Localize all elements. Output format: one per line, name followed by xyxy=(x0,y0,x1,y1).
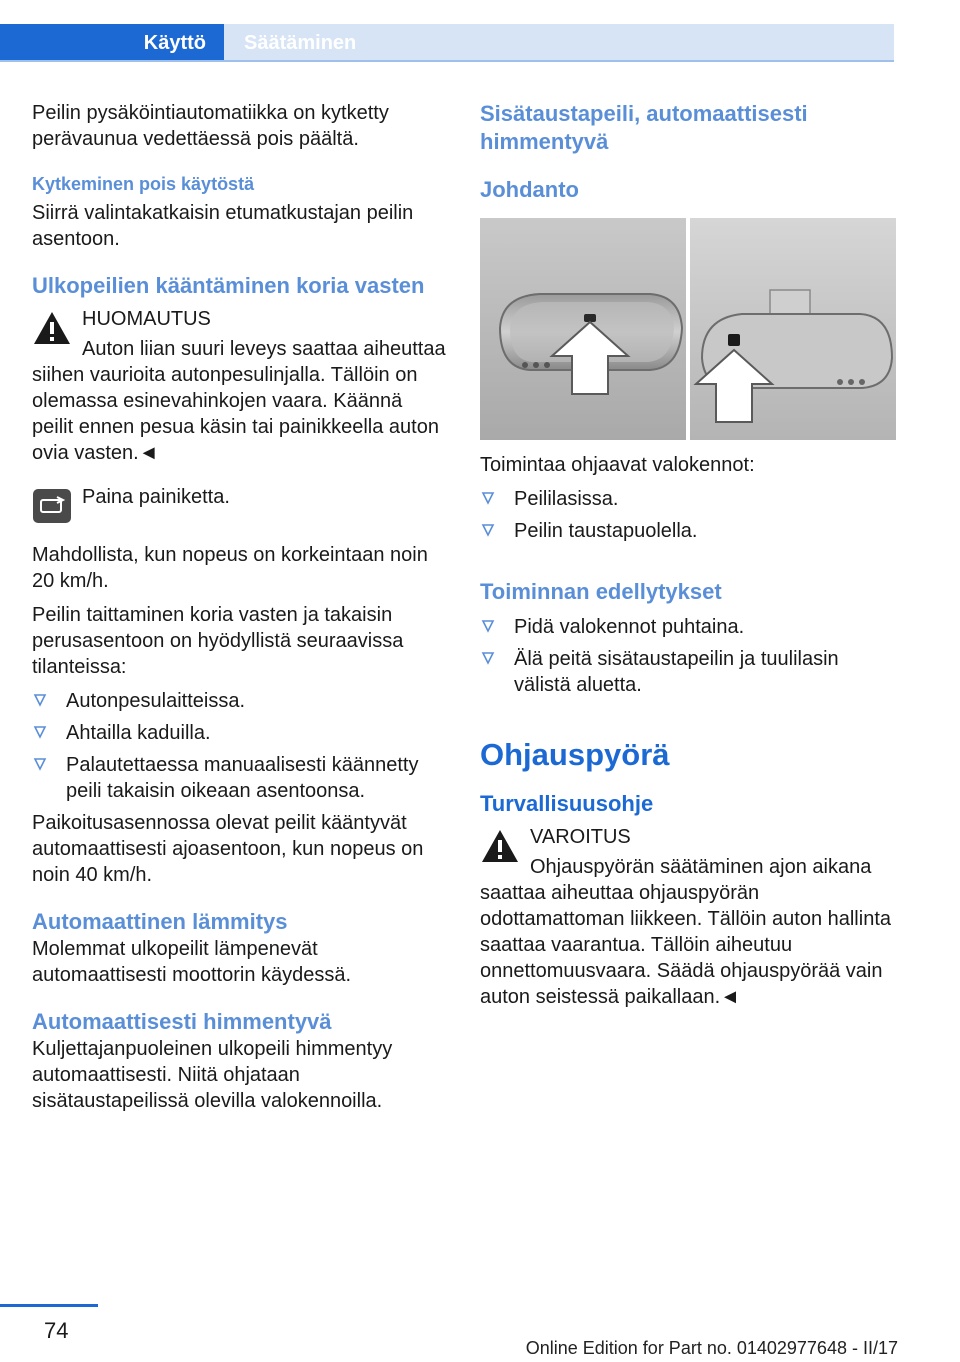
mirror-fold-button-icon xyxy=(32,488,72,524)
heating-paragraph: Molemmat ulkopeilit lämpenevät automaattisesti moottorin käydessä. xyxy=(32,938,352,986)
tab-kaytto[interactable]: Käyttö xyxy=(0,24,224,62)
list-item-text: Peililasissa. xyxy=(514,488,619,510)
header-bar xyxy=(0,0,960,64)
heading-requirements: Toiminnan edellytykset xyxy=(480,579,722,604)
notice-text: Auton liian suuri leveys saattaa aiheuttaa siihen vaurioita autonpesulinjalla. Tällöin on olemassa esinevahinkojen vaara. Käännä peilit ennen pesua käsin tai painikkeella auton ovia vasten.◄ xyxy=(32,338,446,464)
list-item-text: Autonpesulaitteissa. xyxy=(66,690,246,712)
heading-turn-off: Kytkeminen pois käytöstä xyxy=(32,174,255,194)
possible-paragraph: Mahdollista, kun nopeus on korkeintaan noin 20 km/h. xyxy=(32,544,428,592)
heading-fold-mirrors: Ulkopeilien kääntäminen koria vasten xyxy=(32,273,425,298)
warning-triangle-icon xyxy=(32,310,72,346)
list-item xyxy=(480,518,896,544)
warning-triangle-icon xyxy=(480,828,520,864)
requirements-list xyxy=(480,614,896,698)
heading-steering-wheel: Ohjauspyörä xyxy=(480,737,670,772)
list-item-text: Pidä valokennot puhtaina. xyxy=(514,616,745,638)
triangle-bullet-icon xyxy=(480,490,496,506)
dimming-paragraph: Kuljettajanpuoleinen ulkopeili himmentyy automaattisesti. Niitä ohjataan sisätaustapeilissä olevilla valokennoilla. xyxy=(32,1038,393,1112)
notice-block xyxy=(32,306,448,332)
heading-safety: Turvallisuusohje xyxy=(480,791,654,816)
list-item xyxy=(32,688,448,714)
triangle-bullet-icon xyxy=(480,618,496,634)
warning-label: VAROITUS xyxy=(530,826,631,848)
triangle-bullet-icon xyxy=(32,756,48,772)
tab-saataminen[interactable]: Säätäminen xyxy=(224,24,894,62)
useful-paragraph: Peilin taittaminen koria vasten ja takaisin perusasentoon on hyödyllistä seuraavissa tilanteissa: xyxy=(32,604,404,678)
edition-footer: Online Edition for Part no. 01402977648 - II/17 xyxy=(525,1338,898,1358)
triangle-bullet-icon xyxy=(32,724,48,740)
footer-divider xyxy=(0,1304,98,1307)
light-sensors-label: Toimintaa ohjaavat valokennot: xyxy=(480,454,755,476)
button-instruction xyxy=(32,484,448,524)
list-item xyxy=(32,720,448,746)
right-column xyxy=(480,100,896,1010)
triangle-bullet-icon xyxy=(480,650,496,666)
header-divider xyxy=(0,60,894,62)
heading-introduction: Johdanto xyxy=(480,177,579,202)
notice-label: HUOMAUTUS xyxy=(82,308,211,330)
page-number: 74 xyxy=(44,1318,69,1343)
rearview-mirror-illustration xyxy=(480,218,896,440)
triangle-bullet-icon xyxy=(32,692,48,708)
list-item-text: Älä peitä sisätaustapeilin ja tuulilasin välistä aluetta. xyxy=(514,648,839,696)
triangle-bullet-icon xyxy=(480,522,496,538)
light-sensors-list xyxy=(480,486,896,544)
heading-rearview-mirror: Sisätaustapeili, automaattisesti himmentyvä xyxy=(480,101,808,154)
list-item xyxy=(480,614,896,640)
warning-text: Ohjauspyörän säätäminen ajon aikana saattaa aiheuttaa ohjauspyörän odottamattoman liikkeen. Tällöin auton hallinta saattaa vaarantua. Tällöin aiheutuu onnettomuusvaara. Säädä ohjauspyörää vain auton seistessä paikallaan.◄ xyxy=(480,856,891,1008)
list-item-text: Peilin taustapuolella. xyxy=(514,520,698,542)
heading-auto-dimming: Automaattisesti himmentyvä xyxy=(32,1009,332,1034)
heading-heating: Automaattinen lämmitys xyxy=(32,909,288,934)
intro-paragraph: Peilin pysäköintiautomatiikka on kytketty perävaunua vedettäessä pois päältä. xyxy=(32,102,389,150)
warning-block xyxy=(480,824,896,850)
parking-paragraph: Paikoitusasennossa olevat peilit kääntyvät automaattisesti ajoasentoon, kun nopeus on noin 40 km/h. xyxy=(32,812,424,886)
list-item xyxy=(32,752,448,804)
list-item xyxy=(480,486,896,512)
press-button-text: Paina painiketta. xyxy=(82,486,230,508)
fold-situations-list xyxy=(32,688,448,804)
list-item-text: Palautettaessa manuaalisesti käännetty peili takaisin oikeaan asentoonsa. xyxy=(66,754,419,802)
mirror-photo xyxy=(480,218,896,440)
turn-off-paragraph: Siirrä valintakatkaisin etumatkustajan peilin asentoon. xyxy=(32,202,414,250)
list-item-text: Ahtailla kaduilla. xyxy=(66,722,211,744)
left-column xyxy=(32,100,448,1114)
list-item xyxy=(480,646,896,698)
